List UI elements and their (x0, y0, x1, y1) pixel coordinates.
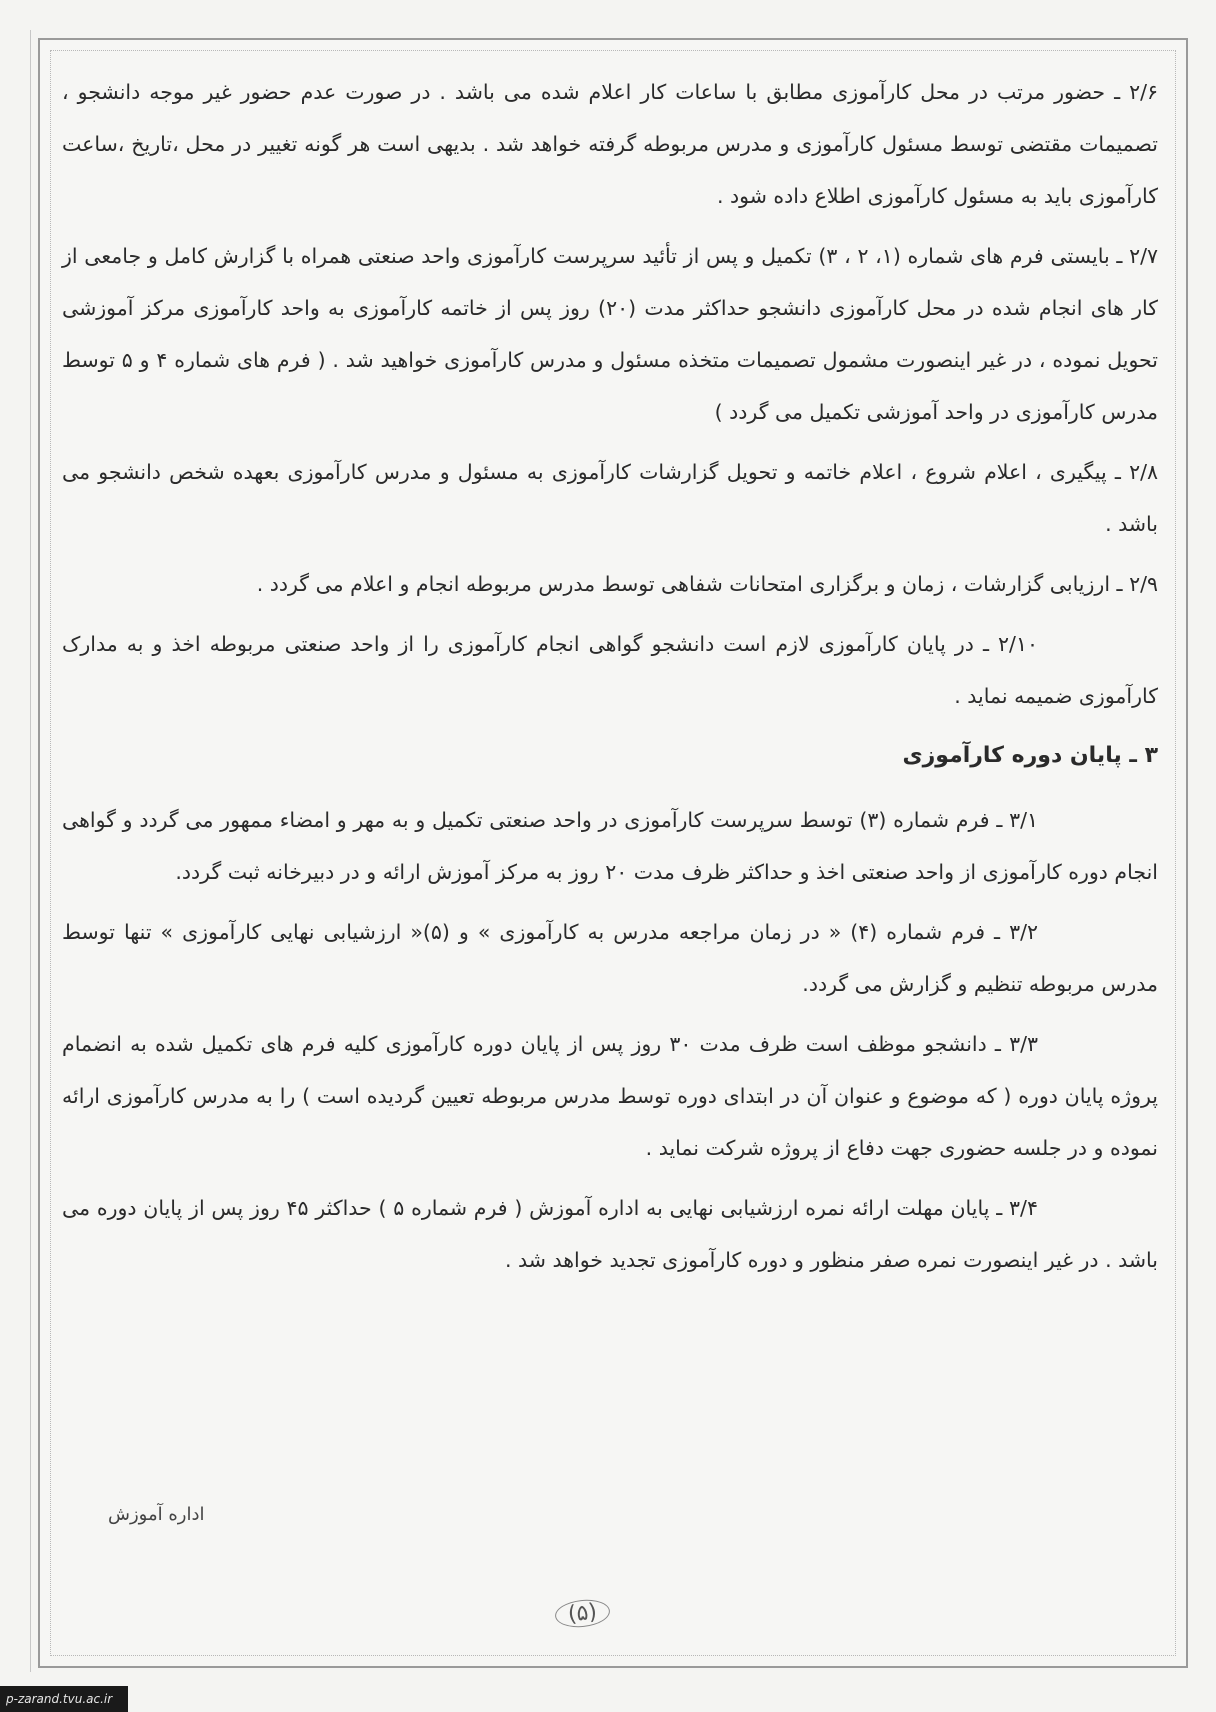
clause-2-8: ۲/۸ ـ پیگیری ، اعلام شروع ، اعلام خاتمه و تحویل گزارشات کارآموزی به مسئول و مدرس کارآموزی بعهده شخص دانشجو می باشد . (62, 460, 1158, 536)
clause-2-7: ۲/۷ ـ بایستی فرم های شماره (۱، ۲ ، ۳) تکمیل و پس از تأئید سرپرست کارآموزی واحد صنعتی همراه با گزارش کامل و جامعی از کار های انجام شده در محل کارآموزی دانشجو حداکثر مدت (۲۰) روز پس از خاتمه کارآموزی به واحد کارآموزی مرکز آموزشی تحویل نموده ، در غیر اینصورت مشمول تصمیمات متخذه مسئول و مدرس کارآموزی خواهید شد . ( فرم های شماره ۴ و ۵ توسط مدرس کارآموزی در واحد آموزشی تکمیل می گردد ) (62, 244, 1159, 424)
clause-2-6: ۲/۶ ـ حضور مرتب در محل کارآموزی مطابق با ساعات کار اعلام شده می باشد . در صورت عدم حضور غیر موجه دانشجو ، تصمیمات مقتضی توسط مسئول کارآموزی و مدرس مربوطه گرفته خواهد شد . بدیهی است هر گونه تغییر در محل ،تاریخ ،ساعت کارآموزی باید به مسئول کارآموزی اطلاع داده شود . (62, 80, 1158, 208)
clause-3-3: ۳/۳ ـ دانشجو موظف است ظرف مدت ۳۰ روز پس از پایان دوره کارآموزی کلیه فرم های تکمیل شده به انضمام پروژه پایان دوره ( که موضوع و عنوان آن در ابتدای دوره توسط مدرس مربوطه تعیین گردیده است ) را به مدرس کارآموزی ارائه نموده و در جلسه حضوری جهت دفاع از پروژه شرکت نماید . (62, 1032, 1158, 1160)
page-number: (۵) (554, 1597, 612, 1630)
scan-edge-line (30, 30, 31, 1672)
clause-3-2: ۳/۲ ـ فرم شماره (۴) « در زمان مراجعه مدرس به کارآموزی » و (۵)« ارزشیابی نهایی کارآموزی » تنها توسط مدرس مربوطه تنظیم و گزارش می گردد. (62, 920, 1158, 996)
signature-line: اداره آموزش (108, 1504, 205, 1525)
document-body (62, 66, 1158, 1294)
site-watermark: p-zarand.tvu.ac.ir (0, 1686, 128, 1712)
clause-3-4: ۳/۴ ـ پایان مهلت ارائه نمره ارزشیابی نهایی به اداره آموزش ( فرم شماره ۵ ) حداکثر ۴۵ روز پس از پایان دوره می باشد . در غیر اینصورت نمره صفر منظور و دوره کارآموزی تجدید خواهد شد . (62, 1196, 1158, 1272)
clause-2-9: ۲/۹ ـ ارزیابی گزارشات ، زمان و برگزاری امتحانات شفاهی توسط مدرس مربوطه انجام و اعلام می گردد . (256, 572, 1158, 596)
clause-2-10: ۲/۱۰ ـ در پایان کارآموزی لازم است دانشجو گواهی انجام کارآموزی را از واحد صنعتی مربوطه اخذ و به مدارک کارآموزی ضمیمه نماید . (62, 632, 1158, 708)
clause-3-1: ۳/۱ ـ فرم شماره (۳) توسط سرپرست کارآموزی در واحد صنعتی تکمیل و به مهر و امضاء ممهور می گردد و گواهی انجام دوره کارآموزی از واحد صنعتی اخذ و حداکثر ظرف مدت ۲۰ روز به مرکز آموزش ارائه و در دبیرخانه ثبت گردد. (62, 808, 1158, 884)
section-3-heading: ۳ ـ پایان دوره کارآموزی (902, 743, 1158, 768)
